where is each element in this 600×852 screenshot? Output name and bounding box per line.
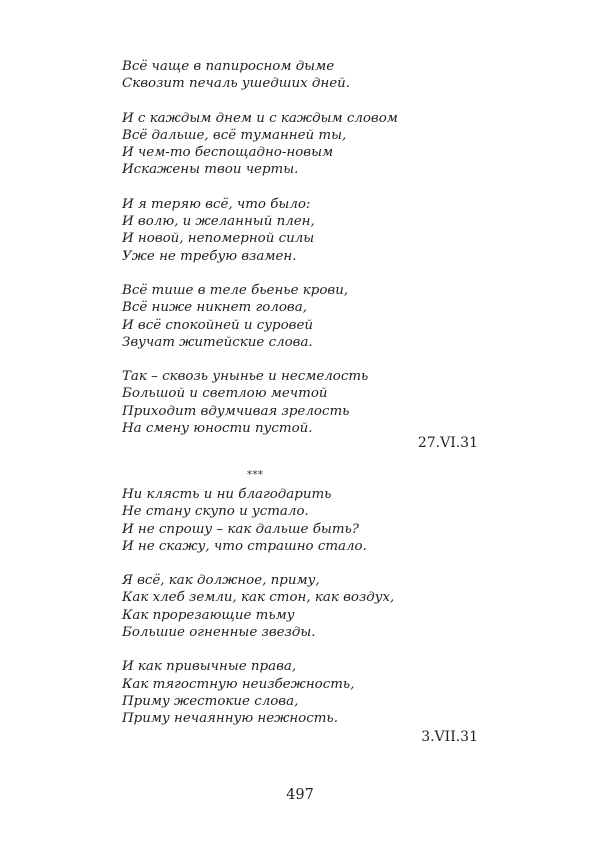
stanza: [122, 196, 480, 265]
stanza: [122, 486, 480, 555]
poem-line: Не стану скупо и устало.: [122, 504, 309, 520]
poem-line: И не спрошу – как дальше быть?: [122, 521, 359, 537]
poem-line: Я всё, как должное, приму,: [122, 573, 320, 589]
poem-line: Искажены твои черты.: [122, 162, 299, 178]
poem-line: На смену юности пустой.: [122, 421, 313, 437]
page-number: 497: [286, 787, 314, 803]
poem-line: Большие огненные звезды.: [122, 625, 316, 641]
poem-line: Как тягостную неизбежность,: [122, 676, 355, 692]
poem-line: И не скажу, что страшно стало.: [122, 538, 367, 554]
poem-line: Приму жестокие слова,: [122, 693, 299, 709]
stanza: [122, 368, 480, 437]
poem-2: [122, 486, 480, 728]
poem-line: Большой и светлою мечтой: [122, 386, 328, 402]
poem-line: Так – сквозь унынье и несмелость: [122, 369, 369, 385]
poem-line: Всё ниже никнет голова,: [122, 300, 307, 316]
poem-line: Уже не требую взамен.: [122, 248, 297, 264]
stanza: [122, 572, 480, 641]
poem-line: Сквозит печаль ушедших дней.: [122, 76, 351, 92]
poem-line: Ни клясть и ни благодарить: [122, 487, 332, 502]
poem-line: Как хлеб земли, как стон, как воздух,: [122, 590, 395, 606]
poem-line: И с каждым днем и с каждым словом: [122, 110, 398, 126]
poem-line: Приходит вдумчивая зрелость: [122, 403, 350, 419]
poem-line: Как прорезающие тьму: [122, 607, 295, 623]
stanza: [122, 110, 480, 179]
poem-line: Звучат житейские слова.: [122, 334, 313, 350]
poem-line: Всё чаще в папиросном дыме: [122, 59, 335, 74]
poem-date: 3.VII.31: [421, 729, 478, 745]
poem-line: Приму нечаянную нежность.: [122, 711, 338, 727]
stanza: [122, 58, 480, 93]
poem-line: И чем-то беспощадно-новым: [122, 145, 334, 161]
poem-line: И я теряю всё, что было:: [122, 196, 311, 212]
poem-separator: ***: [246, 468, 264, 481]
poem-line: И всё спокойней и суровей: [122, 317, 314, 333]
poem-line: И как привычные права,: [122, 659, 297, 675]
poem-1: [122, 58, 480, 437]
poem-line: И новой, непомерной силы: [122, 231, 315, 247]
stanza: [122, 658, 480, 727]
poem-line: Всё тише в теле бьенье крови,: [122, 282, 349, 298]
stanza: [122, 282, 480, 351]
poem-line: И волю, и желанный плен,: [122, 214, 315, 230]
poem-line: Всё дальше, всё туманней ты,: [122, 127, 347, 143]
poem-date: 27.VI.31: [417, 435, 478, 451]
